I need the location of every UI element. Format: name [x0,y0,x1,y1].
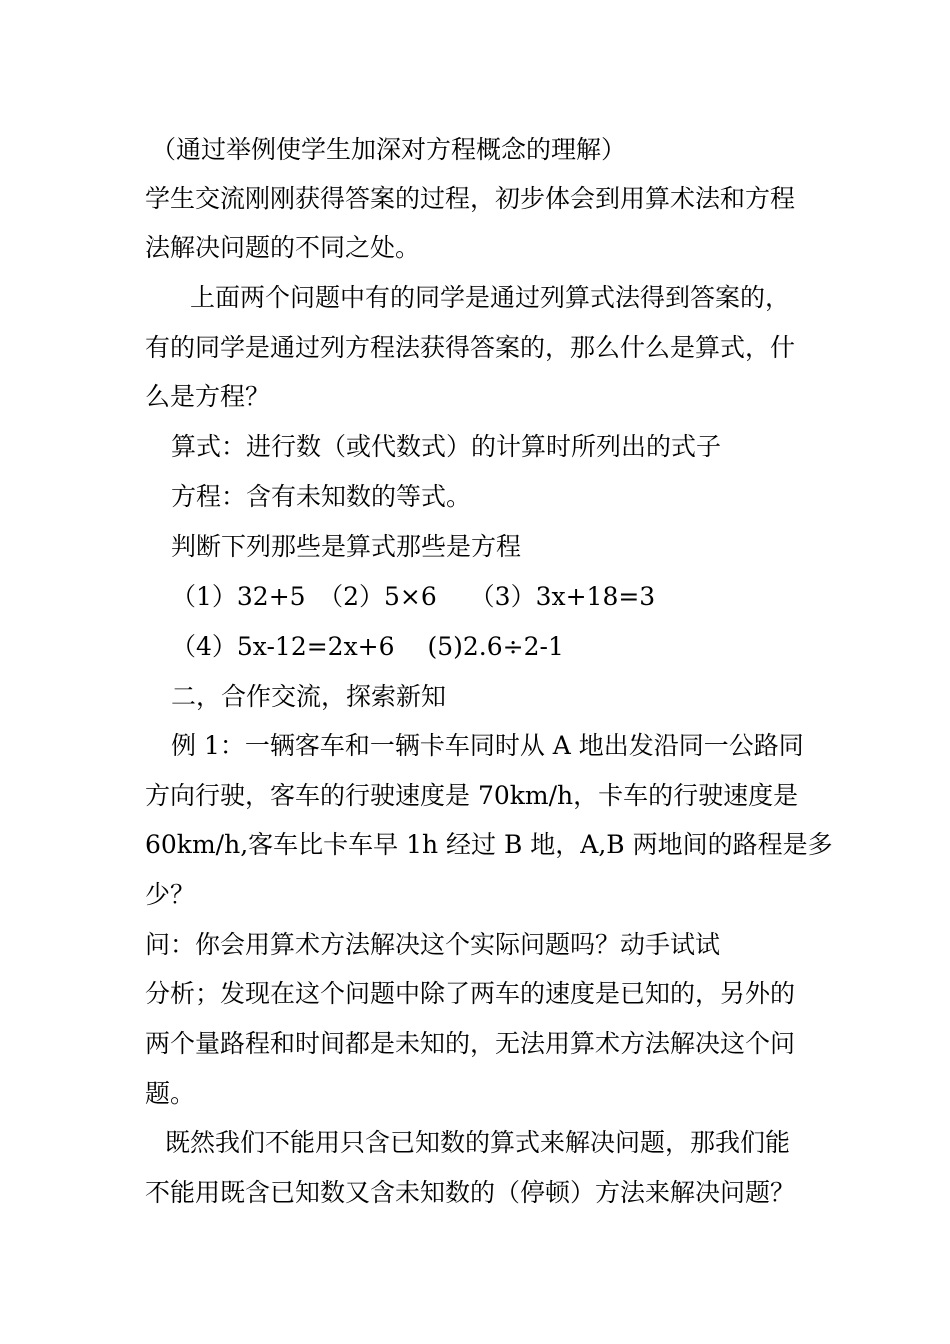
example-line: 例 1：一辆客车和一辆卡车同时从 A 地出发沿同一公路同 [171,731,804,760]
paragraph-line: 么是方程？ [145,382,271,411]
question-line: 问：你会用算术方法解决这个实际问题吗？动手试试 [145,930,721,959]
example-line: 方向行驶，客车的行驶速度是 70km/h，卡车的行驶速度是 [145,781,799,810]
definition-line: 算式：进行数（或代数式）的计算时所列出的式子 [171,432,722,461]
exercise-prompt: 判断下列那些是算式那些是方程 [171,532,522,561]
paragraph-line: 学生交流刚刚获得答案的过程，初步体会到用算术法和方程 [145,184,796,213]
exercise-items: （4）5x-12=2x+6 (5)2.6÷2-1 [171,632,564,661]
exercise-items: （1）32+5 （2）5×6 （3）3x+18=3 [171,582,656,611]
paragraph-line: 有的同学是通过列方程法获得答案的，那么什么是算式，什 [145,333,796,362]
example-line: 60km/h,客车比卡车早 1h 经过 B 地，A,B 两地间的路程是多 [145,830,833,859]
example-line: 少？ [145,880,196,909]
paragraph-line: （通过举例使学生加深对方程概念的理解） [151,135,627,164]
paragraph-line: 上面两个问题中有的同学是通过列算式法得到答案的， [190,283,791,312]
paragraph-line: 不能用既含已知数又含未知数的（停顿）方法来解决问题？ [145,1178,796,1207]
analysis-line: 题。 [145,1079,196,1108]
paragraph-line: 法解决问题的不同之处。 [145,233,421,262]
analysis-line: 两个量路程和时间都是未知的，无法用算术方法解决这个问 [145,1029,796,1058]
definition-line: 方程：含有未知数的等式。 [171,482,472,511]
section-heading: 二，合作交流，探索新知 [171,682,447,711]
paragraph-line: 既然我们不能用只含已知数的算式来解决问题，那我们能 [165,1128,791,1157]
analysis-line: 分析；发现在这个问题中除了两车的速度是已知的，另外的 [145,979,796,1008]
